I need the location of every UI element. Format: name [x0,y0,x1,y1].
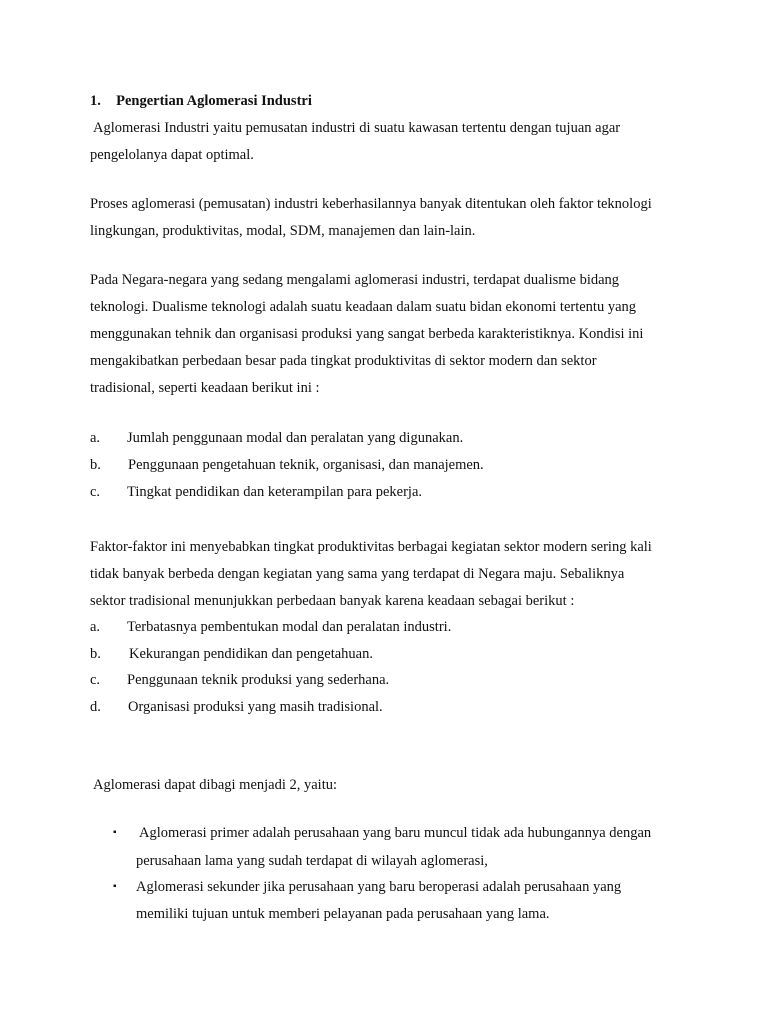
paragraph-1-line-1: Aglomerasi Industri yaitu pemusatan industri di suatu kawasan tertentu dengan tujuan agar [93,120,621,136]
list-item-text: Organisasi produksi yang masih tradisional. [128,699,383,715]
paragraph-5: Aglomerasi dapat dibagi menjadi 2, yaitu: [93,777,338,793]
paragraph-3-line-2: teknologi. Dualisme teknologi adalah suatu keadaan dalam suatu bidan ekonomi tertentu yang [90,299,637,315]
bullet-square-icon: ▪ [113,827,117,838]
paragraph-3-line-4: mengakibatkan perbedaan besar pada tingkat produktivitas di sektor modern dan sektor [90,353,597,369]
list-marker: c. [90,484,101,500]
bullet-text-line-1: Aglomerasi primer adalah perusahaan yang baru muncul tidak ada hubungannya dengan [139,825,652,841]
paragraph-2-line-2: lingkungan, produktivitas, modal, SDM, manajemen dan lain-lain. [90,223,476,239]
paragraph-4-line-3: sektor tradisional menunjukkan perbedaan banyak karena keadaan sebagai berikut : [90,593,575,609]
list-marker: c. [90,672,101,688]
paragraph-2-line-1: Proses aglomerasi (pemusatan) industri keberhasilannya banyak ditentukan oleh faktor teknologi [90,196,652,212]
paragraph-3-line-1: Pada Negara-negara yang sedang mengalami aglomerasi industri, terdapat dualisme bidang [90,272,620,288]
list-marker: b. [90,457,101,473]
list-item-text: Kekurangan pendidikan dan pengetahuan. [129,646,373,662]
paragraph-3-line-5: tradisional, seperti keadaan berikut ini : [90,380,320,396]
heading-title: Pengertian Aglomerasi Industri [116,93,312,109]
paragraph-4-line-2: tidak banyak berbeda dengan kegiatan yang sama yang terdapat di Negara maju. Sebaliknya [90,566,625,582]
paragraph-3-line-3: menggunakan tehnik dan organisasi produksi yang sangat berbeda karakteristiknya. Kondisi ini [90,326,644,342]
list-item-text: Tingkat pendidikan dan keterampilan para pekerja. [127,484,423,500]
bullet-text-line-2: perusahaan lama yang sudah terdapat di wilayah aglomerasi, [136,853,488,869]
list-marker: a. [90,430,101,446]
list-item-text: Jumlah penggunaan modal dan peralatan yang digunakan. [127,430,464,446]
paragraph-1-line-2: pengelolanya dapat optimal. [90,147,254,163]
list-marker: d. [90,699,101,715]
bullet-square-icon: ▪ [113,881,117,892]
list-marker: a. [90,619,101,635]
list-item-text: Penggunaan teknik produksi yang sederhana. [127,672,390,688]
bullet-text-line-2: memiliki tujuan untuk memberi pelayanan pada perusahaan yang lama. [136,906,550,922]
section-heading [90,92,312,110]
list-item-text: Terbatasnya pembentukan modal dan peralatan industri. [127,619,452,635]
heading-number: 1. [90,93,101,109]
paragraph-4-line-1: Faktor-faktor ini menyebabkan tingkat produktivitas berbagai kegiatan sektor modern sering kali [90,539,652,555]
list-item-text: Penggunaan pengetahuan teknik, organisasi, dan manajemen. [128,457,484,473]
list-marker: b. [90,646,101,662]
bullet-text-line-1: Aglomerasi sekunder jika perusahaan yang baru beroperasi adalah perusahaan yang [136,879,622,895]
